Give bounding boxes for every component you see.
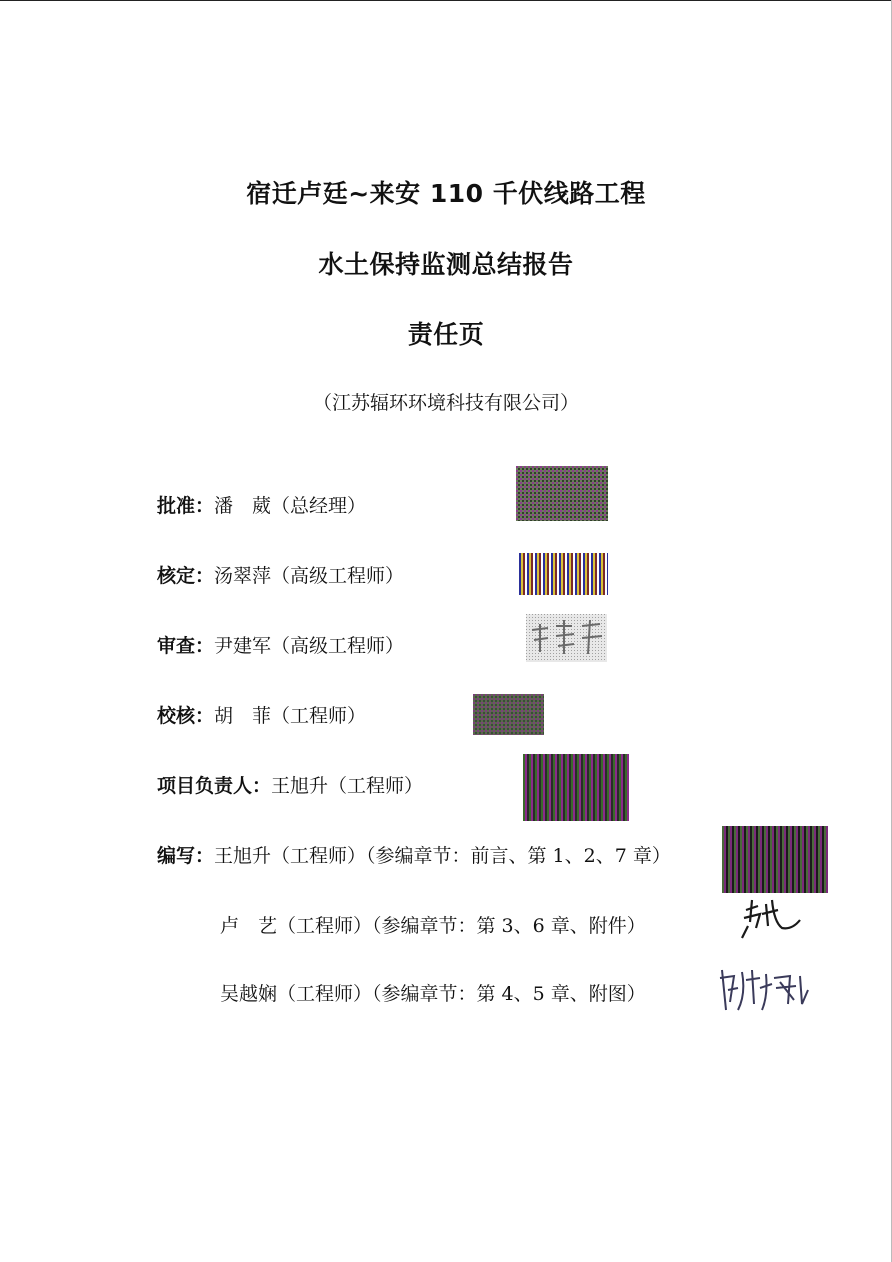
approver-name: 潘 葳（总经理） xyxy=(214,495,367,517)
author-label: 编写： xyxy=(157,845,215,867)
checker-row xyxy=(157,704,366,728)
top-border xyxy=(0,0,892,1)
reviewer-signature-image xyxy=(526,614,607,662)
approver-row xyxy=(157,494,366,518)
page-heading: 责任页 xyxy=(407,320,485,349)
approver-signature-image xyxy=(516,466,608,521)
project-lead-row xyxy=(157,774,423,798)
approver-label: 批准： xyxy=(157,495,215,517)
verifier-label: 核定： xyxy=(157,565,215,587)
checker-label: 校核： xyxy=(157,705,215,727)
author-signature-image xyxy=(722,826,828,893)
document-subtitle: 水土保持监测总结报告 xyxy=(318,250,574,279)
author-3-name: 吴越娴（工程师）（参编章节：第 4、5 章、附图） xyxy=(220,983,646,1005)
verifier-row xyxy=(157,564,404,588)
author-2-signature-image xyxy=(738,892,804,944)
reviewer-name: 尹建军（高级工程师） xyxy=(214,635,405,657)
company-name: （江苏辐环环境科技有限公司） xyxy=(312,392,579,414)
reviewer-label: 审查： xyxy=(157,635,215,657)
author-3-signature-image xyxy=(716,960,812,1022)
checker-name: 胡 菲（工程师） xyxy=(214,705,367,727)
checker-signature-image xyxy=(473,694,544,735)
author-name: 王旭升（工程师）（参编章节：前言、第 1、2、7 章） xyxy=(214,845,671,867)
verifier-signature-image xyxy=(519,553,608,595)
author-row-3 xyxy=(220,982,646,1006)
author-row-2 xyxy=(220,914,646,938)
author-row xyxy=(157,844,671,868)
project-lead-name: 王旭升（工程师） xyxy=(271,775,424,797)
reviewer-row xyxy=(157,634,404,658)
project-lead-signature-image xyxy=(523,754,629,821)
document-title: 宿迁卢廷~来安 110 千伏线路工程 xyxy=(246,179,646,208)
project-lead-label: 项目负责人： xyxy=(157,775,272,797)
author-2-name: 卢 艺（工程师）（参编章节：第 3、6 章、附件） xyxy=(220,915,646,937)
verifier-name: 汤翠萍（高级工程师） xyxy=(214,565,405,587)
